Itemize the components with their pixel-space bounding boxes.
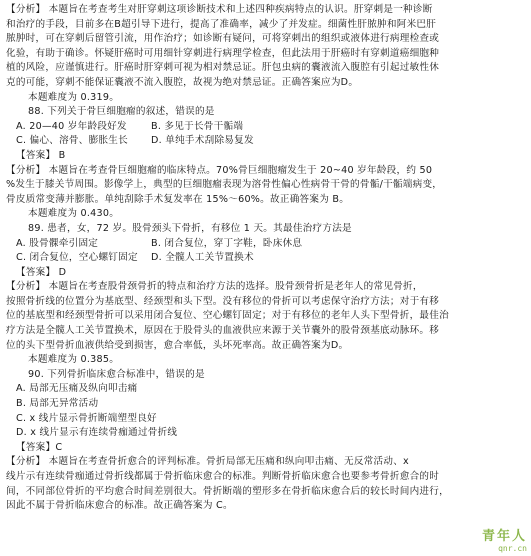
option-row — [6, 134, 526, 149]
analysis-line: 克的可能，穿刺不能保证囊液不流入腹腔，故视为绝对禁忌证。正确答案应为D。 — [6, 76, 359, 88]
option-a: A. 20—40 岁年龄段好发 — [16, 120, 127, 132]
analysis-line: 【分析】 本题旨在考查考生对肝穿刺这项诊断技术和上述四种疾病特点的认识。肝穿刺是一种诊断 — [6, 4, 433, 15]
option-c: C. x 线片显示骨折断端塑型良好 — [16, 412, 157, 424]
analysis-line: 【分析】 本题旨在考查骨折愈合的评判标准。骨折局部无压痛和纵向叩击痛、无反常活动、x — [6, 456, 409, 468]
option-b: B. 闭合复位，穿丁字鞋，卧床休息 — [151, 237, 303, 249]
question-stem: 89. 患者，女，72 岁。股骨颈头下骨折，有移位 1 天。其最佳治疗方法是 — [28, 222, 352, 234]
analysis-line: 脓肿时，可在穿刺后留管引流，用作治疗；如诊断有疑问，可将穿刺出的组织或液体进行病理检查或 — [6, 33, 440, 45]
analysis-line: 间，不同部位骨折的平均愈合时间差别很大。骨折断端的塑形多在骨折临床愈合后的较长时间内进行， — [6, 485, 449, 497]
analysis-line: 线片示有连续骨痂通过骨折线都属于骨折临床愈合的标准。判断骨折临床愈合也要参考骨折愈合的时 — [6, 471, 440, 482]
analysis-line: 按照骨折线的位置分为基底型、经颈型和头下型。没有移位的骨折可以考虑保守治疗方法；对于有移 — [6, 295, 440, 307]
watermark-url: qnr.cn — [498, 544, 527, 553]
watermark-logo-text: 青年人 — [481, 529, 527, 544]
difficulty-line: 本题难度为 0.385。 — [28, 354, 120, 366]
answer-line: 【答案】 B — [16, 149, 66, 161]
question-stem: 88. 下列关于骨巨细胞瘤的叙述，错误的是 — [28, 106, 215, 118]
option-d: D. 单纯手术刮除易复发 — [151, 135, 254, 147]
option-b: B. 局部无异常活动 — [16, 398, 99, 410]
option-row — [6, 237, 526, 252]
analysis-line: 植的风险，应谨慎进行。肝癌时肝穿刺可视为相对禁忌证。肝包虫病的囊液流入腹腔有引起过敏性休 — [6, 62, 440, 74]
option-c: C. 闭合复位，空心螺钉固定 — [16, 252, 138, 264]
analysis-line: 【分析】 本题旨在考查股骨颈骨折的特点和治疗方法的选择。股骨颈骨折是老年人的常见骨折， — [6, 281, 423, 293]
option-b: B. 多见于长骨干骺端 — [151, 120, 244, 132]
difficulty-line: 本题难度为 0.319。 — [28, 91, 120, 103]
analysis-line: 疗方法是全髋人工关节置换术，原因在于股骨头的血液供应来源于关节囊外的股骨颈基底动脉环。移 — [6, 325, 440, 337]
answer-line: 【答案】C — [16, 441, 63, 453]
analysis-line: 骨皮质常变薄并膨胀。单纯刮除手术复发率在 15%～60%。故正确答案为 B。 — [6, 193, 350, 205]
option-d: D. 全髋人工关节置换术 — [151, 252, 254, 264]
option-c: C. 偏心、溶骨、膨胀生长 — [16, 135, 128, 147]
difficulty-line: 本题难度为 0.430。 — [28, 208, 120, 220]
analysis-line: 位的头下型骨折血液供给受到损害，愈合率低，头坏死率高。故正确答案为D。 — [6, 339, 349, 351]
analysis-line: 【分析】 本题旨在考查骨巨细胞瘤的临床特点。70%骨巨细胞瘤发生于 20~40 岁年龄段，约 50 — [6, 164, 433, 176]
analysis-line: 化验，有助于确诊。怀疑肝癌时可用细针穿刺进行病理学检查，但此法用于肝癌时有穿刺道癌细胞种 — [6, 47, 440, 59]
analysis-line: 和治疗的手段，目前多在B超引导下进行，提高了准确率，减少了并发症。细菌性肝脓肿和阿米巴肝 — [6, 18, 437, 30]
question-stem: 90. 下列骨折临床愈合标准中，错误的是 — [28, 368, 205, 380]
analysis-line: 因此不属于骨折临床愈合的标准。故正确答案为 C。 — [6, 500, 233, 512]
option-a: A. 股骨髁牵引固定 — [16, 237, 99, 249]
option-a: A. 局部无压痛及纵向叩击痛 — [16, 383, 138, 395]
watermark-logo — [482, 530, 527, 553]
analysis-line: %发生于膝关节周围。影像学上，典型的巨细胞瘤表现为溶骨性偏心性病骨干骨的骨骺/干骺端病变， — [6, 179, 443, 191]
option-row — [6, 251, 526, 266]
analysis-line: 位的基底型和经颈型骨折可以采用闭合复位、空心螺钉固定；对于有移位的老年人头下型骨折，最佳治 — [6, 310, 449, 322]
answer-line: 【答案】 D — [16, 266, 67, 278]
option-row — [6, 120, 526, 135]
option-d: D. x 线片显示有连续骨痂通过骨折线 — [16, 427, 178, 439]
